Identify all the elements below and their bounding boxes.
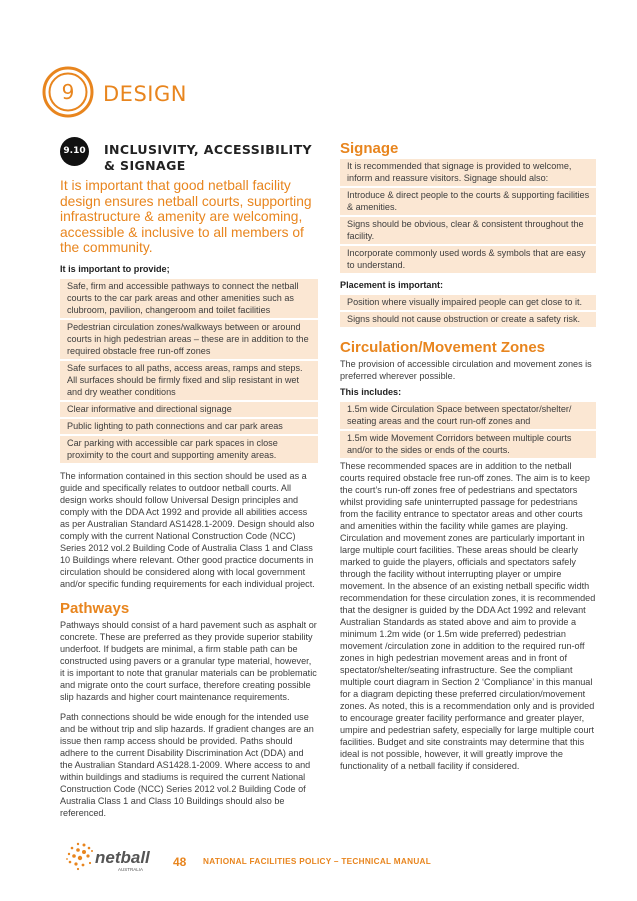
manual-title: NATIONAL FACILITIES POLICY – TECHNICAL MANUAL (203, 857, 432, 866)
netball-australia-logo (64, 838, 164, 874)
section-title: INCLUSIVITY, ACCESSIBILITY & SIGNAGE (104, 142, 312, 173)
circulation-item: 1.5m wide Circulation Space between spectator/shelter/ seating areas and the court run-off zones and (340, 402, 596, 429)
left-column-content (60, 263, 318, 819)
placement-item: Signs should not cause obstruction or create a safety risk. (340, 312, 596, 327)
signage-item: Incorporate commonly used words & symbols that are easy to understand. (340, 246, 596, 273)
circulation-item: 1.5m wide Movement Corridors between multiple courts and/or to the sides or ends of the courts. (340, 431, 596, 458)
provide-item: Public lighting to path connections and car park areas (60, 419, 318, 434)
provide-item: Safe, firm and accessible pathways to connect the netball courts to the car park areas and other amenities such as clubroom, pavilion, changeroom and toilet facilities (60, 279, 318, 318)
provide-item: Clear informative and directional signage (60, 402, 318, 417)
placement-item: Position where visually impaired people can get close to it. (340, 295, 596, 310)
body-paragraph: The information contained in this section should be used as a guide and specifically relates to outdoor netball courts. All design works should follow Universal Design principles and comply with the DDA Act 1992 and provide all abilities access as per Australian Standard AS1428.1-2009. Design should also comply with the current National Construction Code (NCC) Series 2012 vol.2 Building Code of Australia Class 1 and Class 10 Buildings where relevant. Other good practice documents in circulation should be considered along with local government and/or specific funding requirements for each individual project. (60, 471, 315, 589)
provide-list (60, 279, 318, 463)
provide-label: It is important to provide; (60, 264, 170, 274)
circulation-intro: The provision of accessible circulation and movement zones is preferred wherever possible. (340, 359, 592, 381)
circulation-heading: Circulation/Movement Zones (340, 339, 546, 356)
provide-item: Pedestrian circulation zones/walkways between or around courts in high pedestrian areas – these are in addition to the required obstacle free run-off zones (60, 320, 318, 359)
section-number-badge: 9.10 (60, 137, 89, 166)
pathways-paragraph-2: Path connections should be wide enough for the intended use and be without trip and slip hazards. If gradient changes are an issue then ramp access should be provided. Paths should adhere to the current Disability Discrimination Act (DDA) and the Australian Standard AS1428.1-2009. Where access to and within buildings and stadiums is required the current National Construction Code (NCC) Series 2012 vol.2 Building Code of Australia Class 1 and Class 10 Buildings should also be referenced. (60, 712, 314, 818)
right-column-content (340, 140, 596, 772)
pathways-paragraph-1: Pathways should consist of a hard pavement such as asphalt or concrete. These are preferred as they provide superior stability underfoot. If budgets are minimal, a firm stable path can be constructed using pavers or a granular type material, however, it is important to note that granular materials can be problematic and migrate onto the court surface, therefore creating possible slip hazards and higher court maintenance requirements. (60, 620, 317, 702)
signage-list (340, 159, 596, 273)
chapter-number-badge (42, 66, 94, 118)
signage-item: Introduce & direct people to the courts & supporting facilities & amenities. (340, 188, 596, 215)
pathways-heading: Pathways (60, 600, 130, 617)
chapter-title: DESIGN (103, 82, 187, 106)
circulation-list (340, 402, 596, 458)
intro-statement: It is important that good netball facility design ensures netball courts, supporting infrastructure & amenity are welcoming, accessible & inclusive to all members of the community. (60, 178, 312, 255)
provide-item: Safe surfaces to all paths, access areas, ramps and steps. All surfaces should be firmly fixed and slip resistant in wet and dry weather conditions (60, 361, 318, 400)
page-number: 48 (173, 855, 187, 869)
placement-label: Placement is important: (340, 280, 444, 290)
logo-subtitle: AUSTRALIA (118, 867, 144, 872)
circulation-body: These recommended spaces are in addition to the netball courts required obstacle free run-off zones. The aim is to keep the court’s run-off zones free of pedestrians and spectators whilst providing safe uninterrupted passage for pedestrians from the facility entrance to spectator areas and other courts and amenities within the facility while games are playing. Circulation and movement zones are particularly important in large multiple court facilities. These areas should be clearly marked to guide the players, officials and spectators safely through the facility without interrupting player or umpire movement. In the absence of an existing netball specific width recommendation for these circulation zones, it is recommended that the designer is guided by the DDA Act 1992 and relevant Australian Standards as stated above and aim to provide a minimum 1.2m wide (or 1.5m wide preferred) pedestrian movement /circulation zone in addition to the required run-off zones in high pedestrian movement areas and in front of spectator/shelter/seating infrastructure. See the compliant multiple court diagram in Section 2 ‘Compliance’ in this manual for a diagram depicting these preferred circulation/movement zones. As noted, this is a recommendation only and is provided to encourage greater facility performance and greater player, umpire and pedestrian safety, especially for large multiple court facilities. Budget and site constraints may determine that this ideal is not possible, however, it will greatly improve the functionality of a netball facility if considered. (340, 461, 596, 771)
includes-label: This includes: (340, 387, 402, 397)
signage-item: Signs should be obvious, clear & consistent throughout the facility. (340, 217, 596, 244)
chapter-number: 9 (61, 80, 75, 104)
placement-list (340, 295, 596, 327)
logo-wordmark: netball (95, 848, 150, 867)
signage-heading: Signage (340, 140, 399, 157)
provide-item: Car parking with accessible car park spaces in close proximity to the court and supporting amenity areas. (60, 436, 318, 463)
signage-item: It is recommended that signage is provided to welcome, inform and reassure visitors. Signage should also: (340, 159, 596, 186)
